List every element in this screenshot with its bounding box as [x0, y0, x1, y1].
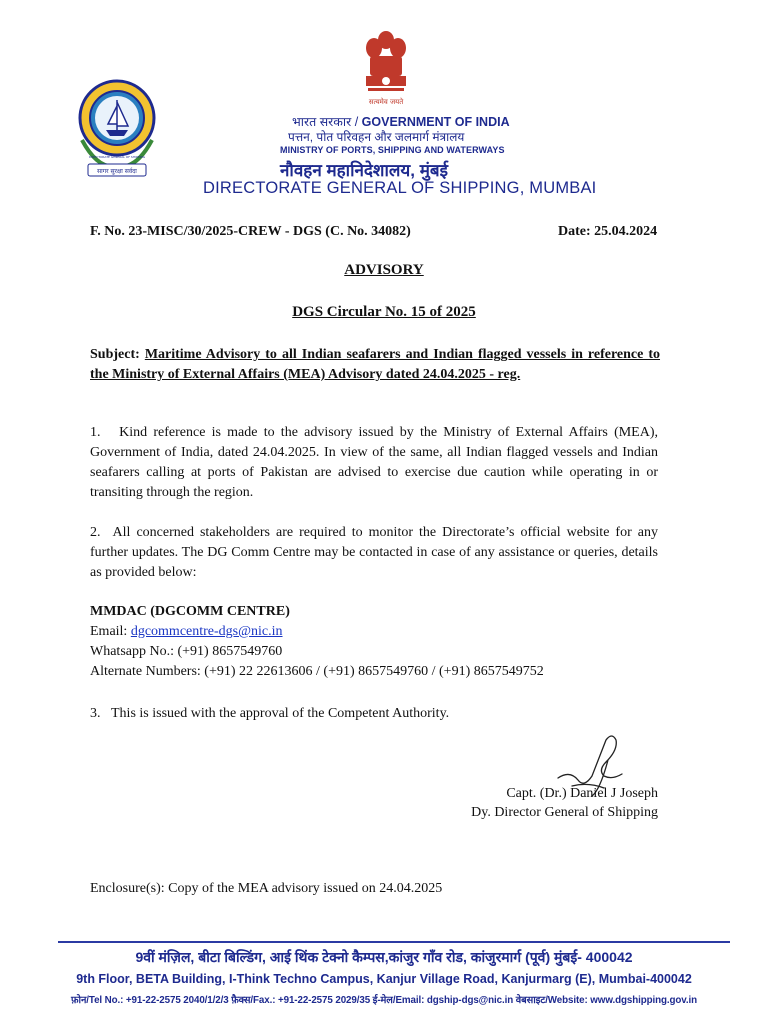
header-hindi-ministry: पत्तन, पोत परिवहन और जलमार्ग मंत्रालय	[288, 130, 465, 144]
footer-address: 9th Floor, BETA Building, I-Think Techno Campus, Kanjur Village Road, Kanjurmarg (E), Mumbai-400042	[76, 972, 692, 986]
subject-line	[90, 345, 660, 385]
header-directorate: DIRECTORATE GENERAL OF SHIPPING, MUMBAI	[203, 179, 597, 197]
footer-contact-details: फ़ोन/Tel No.: +91-22-2575 2040/1/2/3 फ़ैक्स/Fax.: +91-22-2575 2029/35 ई-मेल/Email: dgship-dgs@nic.in वेबसाइट/Website: www.dgshipping.gov.in	[70, 995, 698, 1006]
footer-hindi-address: 9वीं मंज़िल, बीटा बिल्डिंग, आई थिंक टेक्नो कैम्पस,कांजुर गाँव रोड, कांजुरमार्ग (पूर्व) मुंबई- 400042	[135, 949, 633, 965]
paragraph-3: 3. This is issued with the approval of the Competent Authority.	[90, 706, 450, 721]
signer-designation: Dy. Director General of Shipping	[471, 805, 658, 820]
paragraph-1: 1. Kind reference is made to the advisory issued by the Ministry of External Affairs (MEA), Government of India, dated 24.04.2025. In view of the same, all Indian flagged vessels and Indian seafarers calling at ports of Pakistan are advised to exercise due caution while operating in or transiting through the region.	[90, 425, 658, 500]
enclosure-note: Enclosure(s): Copy of the MEA advisory issued on 24.04.2025	[90, 881, 443, 896]
emblem-motto: सत्यमेव जयते	[368, 98, 404, 106]
header-hindi-directorate: नौवहन महानिदेशालय, मुंबई	[280, 161, 448, 180]
contact-whatsapp: Whatsapp No.: (+91) 8657549760	[90, 644, 283, 659]
logo-seal-text: DIRECTORATE GENERAL OF SHIPPING	[88, 155, 146, 159]
dgs-seal-logo	[78, 78, 156, 182]
header-government-line: भारत सरकार / GOVERNMENT OF INDIA	[292, 115, 510, 129]
circular-number: DGS Circular No. 15 of 2025	[292, 304, 476, 320]
contact-block	[90, 602, 544, 682]
signer-name: Capt. (Dr.) Daniel J Joseph	[506, 786, 658, 801]
document-date: Date: 25.04.2024	[558, 224, 658, 239]
file-number: F. No. 23-MISC/30/2025-CREW - DGS (C. No. 34082)	[90, 224, 411, 239]
header-ministry: MINISTRY OF PORTS, SHIPPING AND WATERWAYS	[280, 145, 505, 155]
document-heading: ADVISORY	[344, 262, 424, 278]
national-emblem-icon	[362, 26, 410, 110]
footer-divider	[58, 941, 730, 943]
contact-title: MMDAC (DGCOMM CENTRE)	[90, 604, 290, 619]
contact-alternate-numbers: Alternate Numbers: (+91) 22 22613606 / (+91) 8657549760 / (+91) 8657549752	[90, 664, 544, 679]
contact-email-row	[90, 622, 544, 642]
contact-email-link[interactable]: dgcommcentre-dgs@nic.in	[130, 624, 283, 639]
logo-motto: सागर सुरक्षा सर्वदा	[97, 168, 137, 175]
contact-email-label: Email:	[90, 624, 131, 639]
header-government: GOVERNMENT OF INDIA	[361, 115, 510, 129]
paragraph-2: 2. All concerned stakeholders are required to monitor the Directorate’s official website for any further updates. The DG Comm Centre may be contacted in case of any assistance or queries, details as provided below:	[90, 525, 658, 580]
subject-text: Maritime Advisory to all Indian seafarers and Indian flagged vessels in reference to the Ministry of External Affairs (MEA) Advisory dated 24.04.2025 - reg.	[90, 347, 661, 382]
header-hindi-government: भारत सरकार	[292, 115, 352, 129]
subject-label: Subject:	[90, 347, 140, 362]
